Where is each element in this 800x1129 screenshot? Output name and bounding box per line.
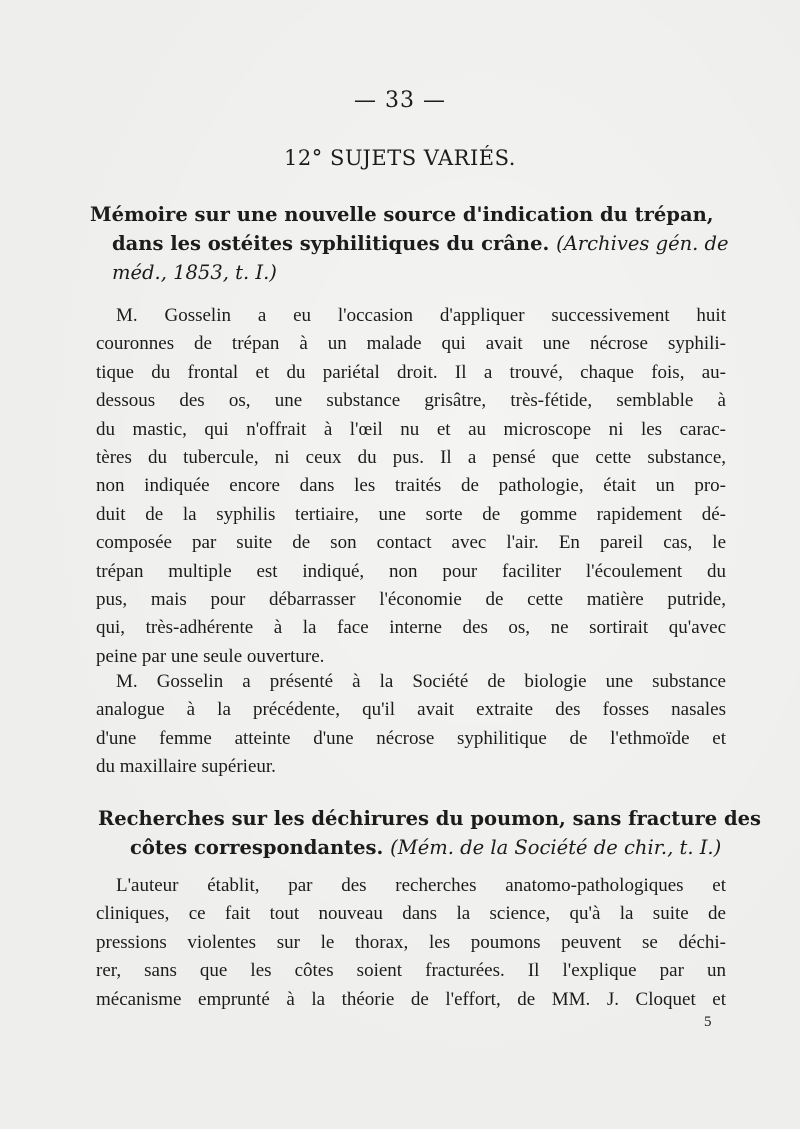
text-line: pressions violentes sur le thorax, les poumons peuvent se déchi- <box>96 931 726 953</box>
entry-title-1-source-cont: méd., 1853, t. I.) <box>112 261 277 284</box>
entry-1-paragraph-1 <box>96 302 726 671</box>
entry-title-1-line-2 <box>90 229 730 258</box>
text-line: composée par suite de son contact avec l'air. En pareil cas, le <box>96 532 726 554</box>
signature-mark: 5 <box>704 1014 712 1030</box>
text-line: tique du frontal et du pariétal droit. Il a trouvé, chaque fois, au- <box>96 361 726 383</box>
text-line: M. Gosselin a présenté à la Société de biologie une substance <box>116 671 726 692</box>
text-line: du maxillaire supérieur. <box>96 756 276 778</box>
text-line: couronnes de trépan à un malade qui avait une nécrose syphili- <box>96 333 726 355</box>
text-line: L'auteur établit, par des recherches anatomo-pathologiques et <box>116 875 726 896</box>
entry-title-1-source <box>556 232 729 255</box>
entry-title-2-bold: côtes correspondantes. <box>130 836 384 859</box>
text-line: dessous des os, une substance grisâtre, très-fétide, semblable à <box>96 390 726 412</box>
section-title: 12° SUJETS VARIÉS. <box>284 146 516 170</box>
entry-title-2-line-2 <box>98 833 728 862</box>
entry-title-2-source <box>390 836 721 859</box>
text-line: d'une femme atteinte d'une nécrose syphilitique de l'ethmoïde et <box>96 727 726 749</box>
text-line: non indiquée encore dans les traités de pathologie, était un pro- <box>96 475 726 497</box>
text-line: pus, mais pour débarrasser l'économie de cette matière putride, <box>96 588 726 610</box>
entry-2-paragraph-1 <box>96 872 726 1014</box>
entry-title-2-source-italic: (Mém. de la Société de chir., t. I.) <box>390 836 722 859</box>
entry-1-paragraph-2 <box>96 668 726 782</box>
text-line: duit de la syphilis tertiaire, une sorte de gomme rapidement dé- <box>96 503 726 525</box>
text-line: tères du tubercule, ni ceux du pus. Il a pensé que cette substance, <box>96 446 726 468</box>
text-line: qui, très-adhérente à la face interne des os, ne sortirait qu'avec <box>96 617 726 639</box>
entry-title-2 <box>98 804 761 862</box>
text-line: analogue à la précédente, qu'il avait extraite des fosses nasales <box>96 699 726 721</box>
entry-title-1-bold: dans les ostéites syphilitiques du crâne. <box>112 232 550 255</box>
text-line: du mastic, qui n'offrait à l'œil nu et au microscope ni les carac- <box>96 418 726 440</box>
text-line: M. Gosselin a eu l'occasion d'appliquer successivement huit <box>116 305 726 326</box>
text-line: rer, sans que les côtes soient fracturées. Il l'explique par un <box>96 960 726 982</box>
entry-title-1-line-3 <box>90 258 730 287</box>
text-line: peine par une seule ouverture. <box>96 645 325 667</box>
entry-title-1-line-1: Mémoire sur une nouvelle source d'indication du trépan, <box>90 203 714 226</box>
entry-title-1 <box>90 200 730 287</box>
page-number: — 33 — <box>354 88 446 113</box>
entry-title-2-line-1: Recherches sur les déchirures du poumon, sans fracture des <box>98 807 761 830</box>
entry-title-1-source-italic: (Archives gén. de <box>556 232 729 255</box>
text-line: mécanisme emprunté à la théorie de l'effort, de MM. J. Cloquet et <box>96 988 726 1010</box>
text-line: trépan multiple est indiqué, non pour faciliter l'écoulement du <box>96 560 726 582</box>
text-line: cliniques, ce fait tout nouveau dans la science, qu'à la suite de <box>96 903 726 925</box>
